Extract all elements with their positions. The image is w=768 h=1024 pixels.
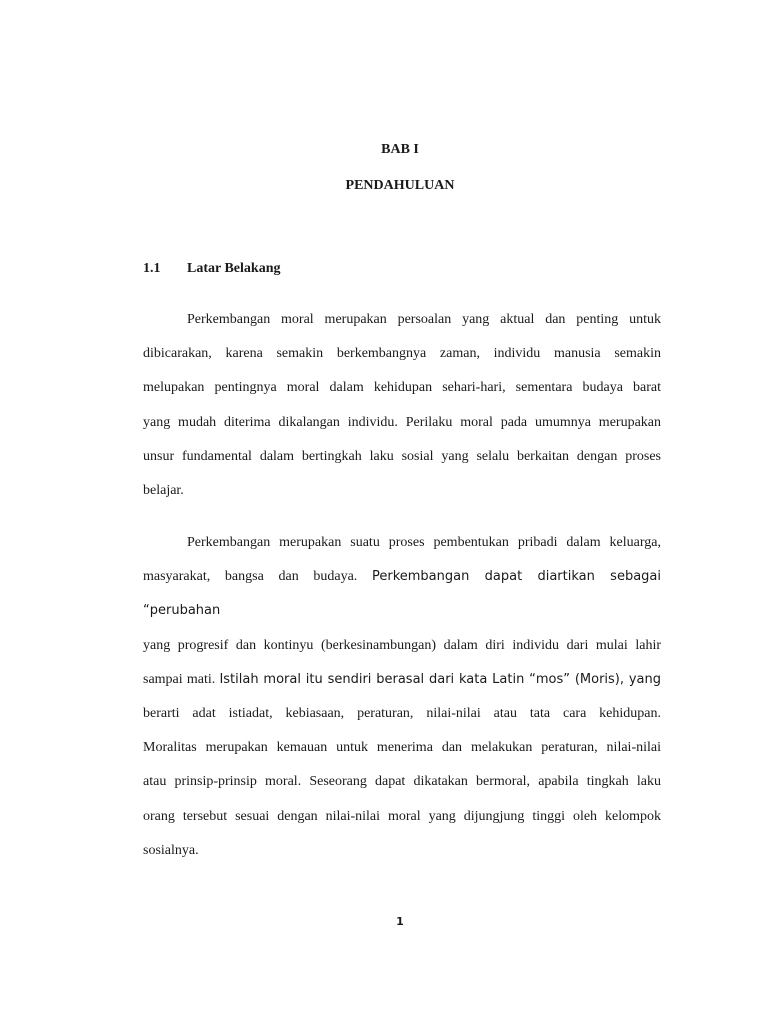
paragraph-line: atau prinsip-prinsip moral. Seseorang dapat dikatakan bermoral, apabila tingkah laku <box>143 774 661 790</box>
paragraph-line: unsur fundamental dalam bertingkah laku sosial yang selalu berkaitan dengan proses <box>143 448 661 464</box>
paragraph-line <box>143 560 661 628</box>
paragraph-line: berarti adat istiadat, kebiasaan, peraturan, nilai-nilai atau tata cara kehidupan. <box>143 706 661 722</box>
paragraph-1 <box>143 303 661 508</box>
section-heading <box>143 261 280 277</box>
paragraph-line: yang mudah diterima dikalangan individu. Perilaku moral pada umumnya merupakan <box>143 414 661 430</box>
paragraph-text-serif: sampai mati. <box>143 671 220 687</box>
paragraph-line <box>143 663 661 697</box>
section-title: Latar Belakang <box>187 261 281 276</box>
paragraph-line: sosialnya. <box>143 842 199 858</box>
paragraph-line: belajar. <box>143 483 184 499</box>
paragraph-text-serif: masyarakat, bangsa dan budaya. <box>143 569 372 585</box>
chapter-title: PENDAHULUAN <box>345 178 455 193</box>
chapter-number: BAB I <box>381 142 419 157</box>
page-number: 1 <box>396 915 404 928</box>
paragraph-line: melupakan pentingnya moral dalam kehidupan sehari-hari, sementara budaya barat <box>143 380 661 396</box>
paragraph-line: Moralitas merupakan kemauan untuk menerima dan melakukan peraturan, nilai-nilai <box>143 740 661 756</box>
paragraph-line: orang tersebut sesuai dengan nilai-nilai moral yang dijungjung tinggi oleh kelompok <box>143 808 661 824</box>
paragraph-line: Perkembangan moral merupakan persoalan yang aktual dan penting untuk <box>187 312 661 327</box>
paragraph-line: dibicarakan, karena semakin berkembangnya zaman, individu manusia semakin <box>143 346 661 362</box>
section-number: 1.1 <box>143 261 161 276</box>
paragraph-line: Perkembangan merupakan suatu proses pembentukan pribadi dalam keluarga, <box>187 535 661 550</box>
paragraph-line: yang progresif dan kontinyu (berkesinambungan) dalam diri individu dari mulai lahir <box>143 637 661 653</box>
paragraph-2 <box>143 526 661 868</box>
paragraph-text-sans: Istilah moral itu sendiri berasal dari kata Latin “mos” (Moris), yang <box>219 671 661 687</box>
paragraph-text-sans: Perkembangan dapat diartikan sebagai “perubahan <box>143 569 661 619</box>
